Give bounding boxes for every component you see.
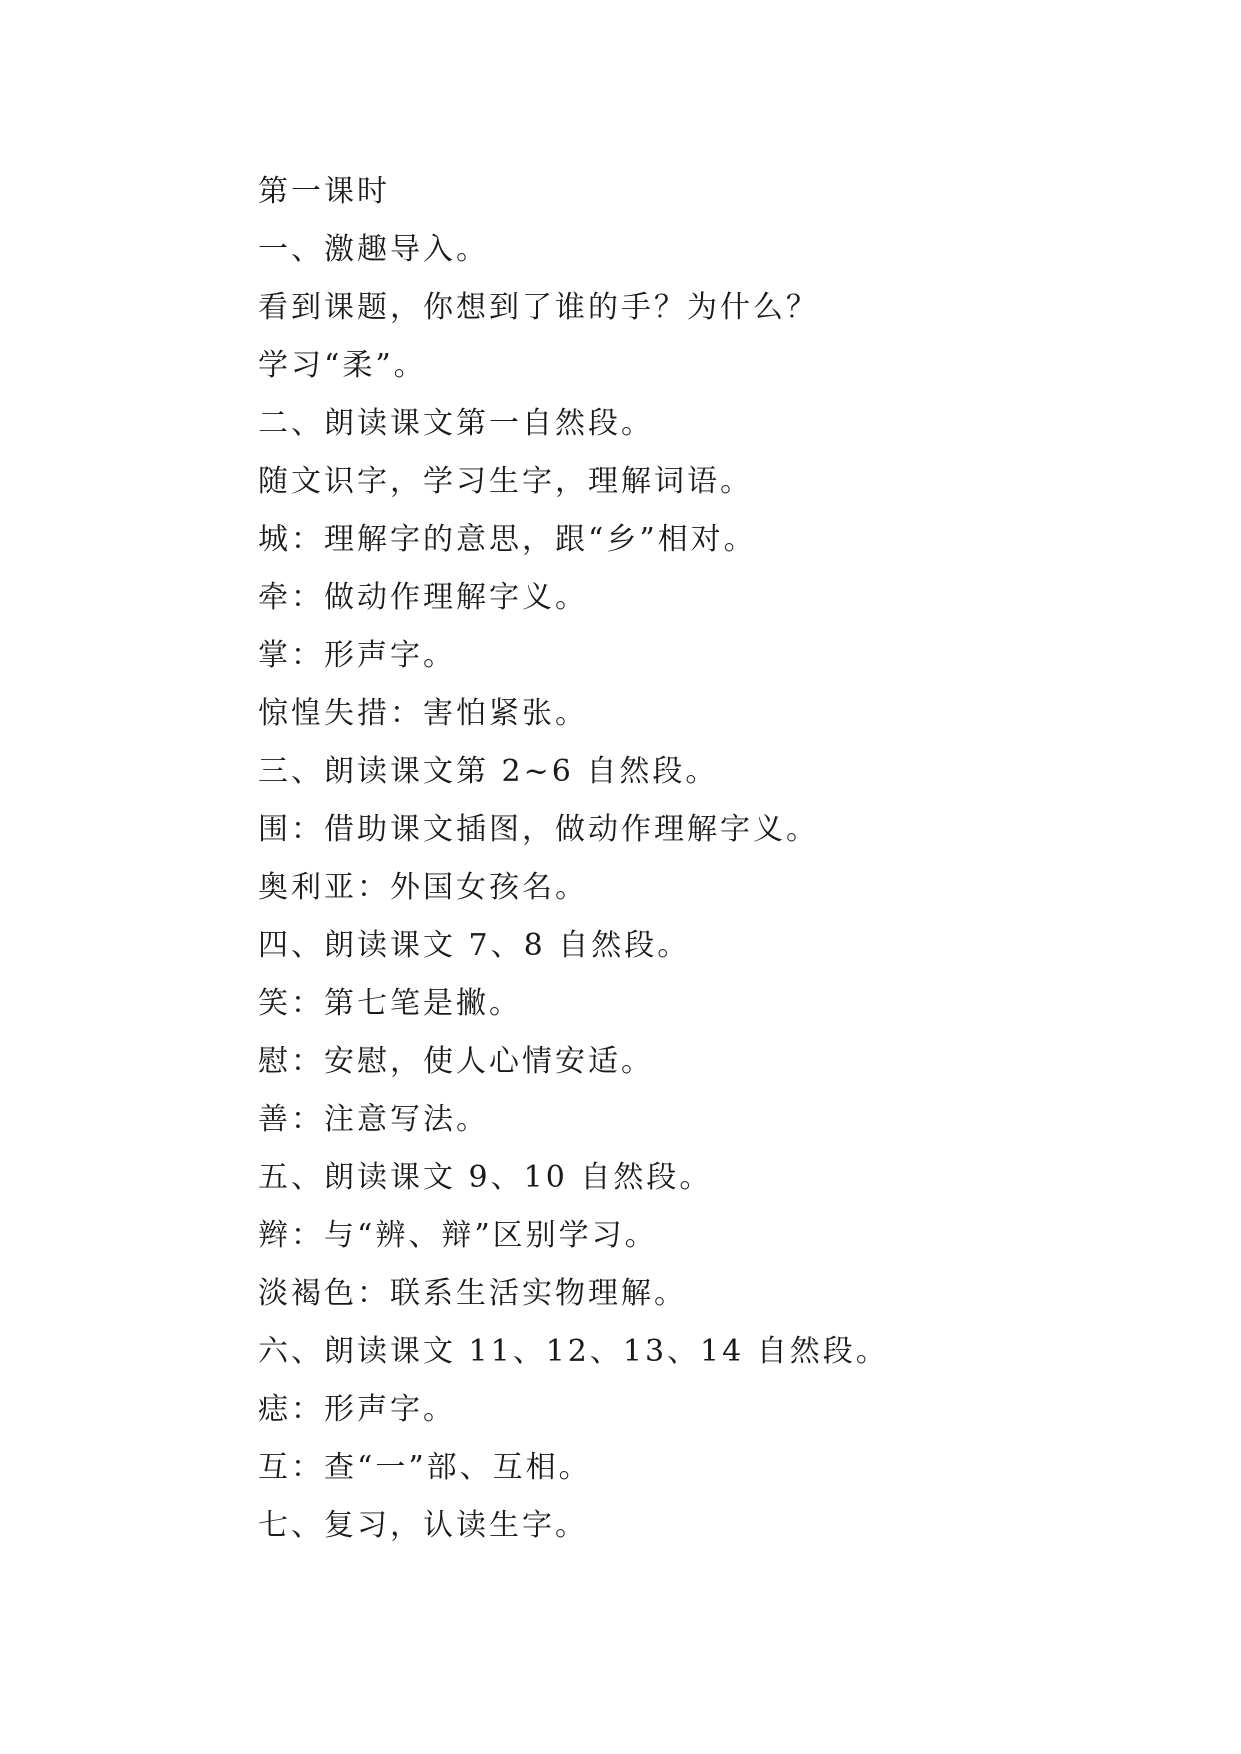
text-line: 辫：与“辨、辩”区别学习。 [258,1218,658,1253]
section-heading: 七、复习，认读生字。 [258,1508,588,1543]
text-line: 痣：形声字。 [258,1392,456,1427]
section-heading: 三、朗读课文第 2~6 自然段。 [258,754,719,789]
text-line: 奥利亚：外国女孩名。 [258,870,588,905]
section-heading: 一、激趣导入。 [258,232,489,267]
text-line: 围：借助课文插图，做动作理解字义。 [258,812,819,847]
lesson-heading: 第一课时 [258,174,390,209]
text-line: 互：查“一”部、互相。 [258,1450,592,1485]
text-line: 善：注意写法。 [258,1102,489,1137]
section-heading: 六、朗读课文 11、12、13、14 自然段。 [258,1334,889,1369]
section-heading: 四、朗读课文 7、8 自然段。 [258,928,691,963]
section-heading: 五、朗读课文 9、10 自然段。 [258,1160,713,1195]
text-line: 淡褐色：联系生活实物理解。 [258,1276,687,1311]
text-line: 学习“柔”。 [258,348,427,383]
text-line: 看到课题，你想到了谁的手？为什么？ [258,290,819,325]
text-line: 随文识字，学习生字，理解词语。 [258,464,753,499]
text-line: 掌：形声字。 [258,638,456,673]
text-line: 慰：安慰，使人心情安适。 [258,1044,654,1079]
text-line: 惊惶失措：害怕紧张。 [258,696,588,731]
text-line: 笑：第七笔是撇。 [258,986,522,1021]
text-line: 牵：做动作理解字义。 [258,580,588,615]
text-line: 城：理解字的意思，跟“乡”相对。 [258,522,757,557]
section-heading: 二、朗读课文第一自然段。 [258,406,654,441]
lesson-content [258,163,1158,1555]
